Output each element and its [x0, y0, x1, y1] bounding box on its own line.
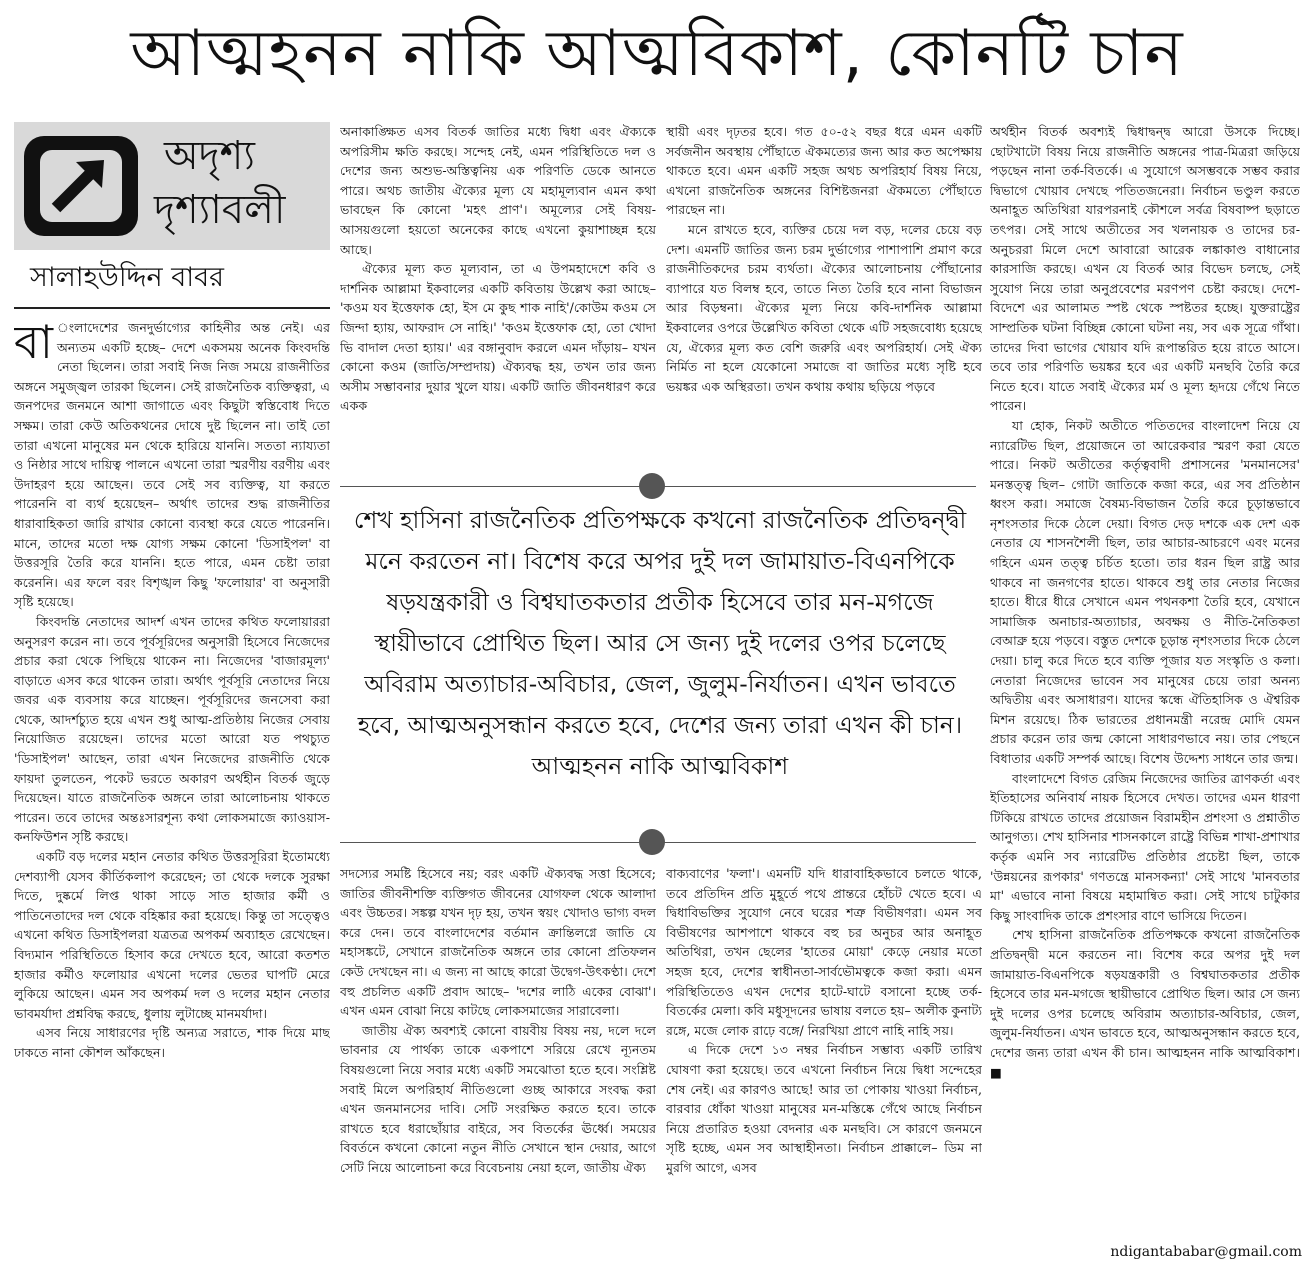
paragraph: একটি বড় দলের মহান নেতার কথিত উত্তরসূরিরা ইতোমধ্যে দেশব্যাপী যেসব কীর্তিকলাপ করেছেন; তা থেকে দলকে সুরক্ষা দিতে, দুষ্কর্মে লিপ্ত থাকা সাড়ে সাত হাজার কর্মী ও পাতিনেতাদের দল থেকে বহিষ্কার করা হয়েছে। কিন্তু তা সত্ত্বেও এখনো কথিত ডিসাইপলরা যত্রতত্র অপকর্ম অব্যাহত রেখেছেন। বিদ্যমান পরিস্থিতিতে হিসাব করে দেখতে হবে, আরো কতশত হাজার কর্মীও ফলোয়ার এখনো দলের ভেতর ঘাপটি মেরে লুকিয়ে আছেন। এমন সব অপকর্ম দল ও দলের মহান নেতার ভাবমর্যাদা প্রশ্নবিদ্ধ করছে, ধুলায় লুটাচ্ছে মানমর্যাদা।: [14, 849, 330, 1021]
pull-quote-bottom-dot: [639, 829, 665, 855]
article-column-2-top: [340, 122, 656, 466]
paragraph: ঐক্যের মূল্য কত মূল্যবান, তা এ উপমহাদেশে কবি ও দার্শনিক আল্লামা ইকবালের একটি কবিতায় উল্লেখ করা আছে– 'কওম যব ইত্তেফাক হো, ইস মে কুছ শাক নাহি'/কোউম কওম সে জিন্দা হ্যায়, আফরাদ সে নাহি।' 'কওম ইত্তেফাক হো, তো খোদা ভি বাদাল দেতা হ্যায়।' এর বঙ্গানুবাদ করলে এমন দাঁড়ায়– যখন কোনো কওম (জাতি/সম্প্রদায়) ঐক্যবদ্ধ হয়, তখন তার জন্য অসীম সম্ভাবনার দুয়ার খুলে যায়। একটি জাতি জীবনধারণ করে একক: [340, 261, 656, 414]
article-column-3-top: [666, 122, 982, 466]
author-email: ndigantababar@gmail.com: [1110, 1244, 1302, 1260]
article-column-4: [990, 122, 1300, 1238]
paragraph: কিংবদন্তি নেতাদের আদর্শ এখন তাদের কথিত ফলোয়াররা অনুসরণ করেন না। তবে পূর্বসূরিদের অনুসারী হিসেবে নিজেদের প্রচার করা থেকে পিছিয়ে থাকেন না। নিজেদের 'বাজারমূল্য' বাড়াতে এসব করে থাকেন তারা। অর্থাৎ পূর্বসূরি নেতাদের নিয়ে জবর এক ব্যবসায় করে যাচ্ছেন। পূর্বসূরিদের জনসেবা করা থেকে, আদর্শচ্যুত হয়ে এখন শুধু আত্ম-প্রতিষ্ঠায় নিজের সেবায় নিয়োজিত রয়েছেন। তাদের মতো আরো যত পথচ্যুত 'ডিসাইপল' আছেন, তারা এখন নিজেদের রাজনীতি থেকে ফায়দা তুলতেন, পকেট ভরতে অকারণ অর্থহীন বিতর্ক জুড়ে দিয়েছেন। যাতে রাজনৈতিক অঙ্গনে তারা আলোচনায় থাকতে পারেন। তবে তাদের অন্তঃসারশূন্য কথা লোকসমাজে ক্যাওয়াস-কনফিউশন সৃষ্টি করছে।: [14, 613, 330, 845]
paragraph: বাংলাদেশে বিগত রেজিম নিজেদের জাতির ত্রাণকর্তা এবং ইতিহাসের অনিবার্য নায়ক হিসেবে দেখত। তাদের এমন ধারণা টিকিয়ে রাখতে তাদের প্রয়োজন বিরামহীন প্রশংসা ও প্রশ্নাতীত আনুগত্য। শেখ হাসিনার শাসনকালে রাষ্ট্রে বিভিন্ন শাখা-প্রশাখার কর্তৃক এমনি সব ন্যারেটিভ প্রতিষ্ঠার প্রচেষ্টা ছিল, তাকে 'উন্নয়নের রূপকার' গণতন্ত্রে মানসকন্যা' সেই সাথে 'মানবতার মা' এভাবে নানা বিষয়ে মহামান্বিত করা। সেই সাথে চাটুকার কিছু সাংবাদিক তাকে প্রশংসার বাণে ভাসিয়ে দিতেন।: [990, 770, 1300, 923]
pull-quote: শেখ হাসিনা রাজনৈতিক প্রতিপক্ষকে কখনো রাজনৈতিক প্রতিদ্বন্দ্বী মনে করতেন না। বিশেষ করে অপর দুই দল জামায়াত-বিএনপিকে ষড়যন্ত্রকারী ও বিশ্বঘাতকতার প্রতীক হিসেবে তার মন-মগজে স্থায়ীভাবে প্রোথিত ছিল। আর সে জন্য দুই দলের ওপর চলেছে অবিরাম অত্যাচার-অবিচার, জেল, জুলুম-নির্যাতন। এখন ভাবতে হবে, আত্মঅনুসন্ধান করতে হবে, দেশের জন্য তারা এখন কী চান। আত্মহনন নাকি আত্মবিকাশ: [353, 506, 967, 780]
paragraph: এসব নিয়ে সাধারণের দৃষ্টি অন্যত্র সরাতে, শাক দিয়ে মাছ ঢাকতে নানা কৌশল আঁকছেন।: [14, 1025, 330, 1060]
paragraph: অনাকাঙ্ক্ষিত এসব বিতর্ক জাতির মধ্যে দ্বিধা এবং ঐক্যকে অপরিসীম ক্ষতি করছে। সন্দেহ নেই, এমন পরিস্থিতিতে দল ও দেশের জন্য অশুভ-অস্তিত্বনিয় এক পরিণতি ডেকে আনতে পারে। অথচ জাতীয় ঐক্যের মূল্য যে মহামূল্যবান এমন কথা ভাবছেন কি কোনো 'মহৎ প্রাণ'। অমূল্যের সেই বিষয়-আসয়গুলো হয়তো অনেকের কাছে এখনো কুয়াশাচ্ছন্ন হয়ে আছে।: [340, 124, 656, 257]
author-divider: [14, 307, 330, 309]
paragraph: ংলাদেশের জনদুর্ভাগ্যের কাহিনীর অন্ত নেই। এর অন্যতম একটি হচ্ছে– দেশে একসময় অনেক কিংবদন্তি নেতা ছিলেন। তারা সবাই নিজ নিজ সময়ে রাজনীতির অঙ্গনে সমুজ্জ্বল তারকা ছিলেন। সেই রাজনৈতিক ব্যক্তিত্বরা, এ জনপদের জনমনে আশা জাগাতে এবং কিছুটা স্বস্তিবোধ দিতে সক্ষম। তারা কেউ অতিকথনের দোষে দুষ্ট ছিলেন না। তাই তো তারা এখনো মানুষের মন থেকে হারিয়ে যাননি। সততা ন্যায্যতা ও নিষ্ঠার সাথে দায়িত্ব পালনে এখনো তারা স্মরণীয় বরণীয় এবং উদাহরণ হয়ে আছেন। তবে সেই সব ব্যক্তিত্ব, যা করতে পারেননি বা ব্যর্থ হয়েছেন– অর্থাৎ তাদের শুদ্ধ রাজনীতির ধারাবাহিকতা জারি রাখার কোনো ব্যবস্থা করে যেতে পারেননি। মানে, তাদের মতো দক্ষ যোগ্য সক্ষম কোনো 'ডিসাইপল' বা উত্তরসূরি তৈরি করে যাননি। হতে পারে, এমন চেষ্টা তারা করেননি। এর ফলে বরং বিশৃঙ্খল কিছু 'ফলোয়ার' বা অনুসারী সৃষ্টি হয়েছে।: [14, 320, 330, 610]
paragraph: জাতীয় ঐক্য অবশ্যই কোনো বায়বীয় বিষয় নয়, দলে দলে ভাবনার যে পার্থক্য তাকে একপাশে সরিয়ে রেখে ন্যূনতম বিষয়গুলো নিয়ে সবার মধ্যে একটি সমঝোতা হতে হবে। সংশ্লিষ্ট সবাই মিলে অপরিহার্য নীতিগুলো গুচ্ছ আকারে সংবদ্ধ করা এখন জনমানসের দাবি। সেটি সংরক্ষিত করতে হবে। তাকে রাখতে হবে ধরাছোঁয়ার বাইরে, সব বিতর্কের ঊর্ধ্বে। সময়ের বিবর্তনে কখনো কোনো নতুন নীতি সেখানে স্থান দেয়ার, আগে সেটি নিয়ে আলোচনা করে বিবেচনায় নেয়া হলে, জাতীয় ঐক্য: [340, 1022, 656, 1175]
column-logo: [14, 122, 330, 250]
paragraph: বাক্যবাণের 'ফলা'। এমনটি যদি ধারাবাহিকভাবে চলতে থাকে, তবে প্রতিদিন প্রতি মুহূর্তে পথে প্রান্তরে হোঁচট খেতে হবে। এ দ্বিধাবিভক্তির সুযোগ নেবে ঘরের শত্রু বিভীষণরা। এমন সব বিভীষণের আশপাশে থাকবে বহু চর অনুচর আর অনাহূত অতিথিরা, তখন ছেলের 'হাতের মোয়া' কেড়ে নেয়ার মতো সহজ হবে, দেশের স্বাধীনতা-সার্বভৌমত্বকে কজা করা। এমন পরিস্থিতিতেও এখন দেশের হাটে-ঘাটে বসানো হচ্ছে তর্ক-বিতর্কের মেলা। কবি মধুসূদনের ভাষায় বলতে হয়– অলীক কুনাট্য রঙ্গে, মজে লোক রাঢ়ে বঙ্গে/ নিরখিয়া প্রাণে নাহি নাহি সয়।: [666, 866, 982, 1038]
paragraph: শেখ হাসিনা রাজনৈতিক প্রতিপক্ষকে কখনো রাজনৈতিক প্রতিদ্বন্দ্বী মনে করতেন না। বিশেষ করে অপর দুই দল জামায়াত-বিএনপিকে ষড়যন্ত্রকারী ও বিশ্বঘাতকতার প্রতীক হিসেবে তার মন-মগজে স্থায়ীভাবে প্রোথিত ছিল। আর সে জন্য দুই দলের ওপর চলেছে অবিরাম অত্যাচার-অবিচার, জেল, জুলুম-নির্যাতন। এখন ভাবতে হবে, আত্মঅনুসন্ধান করতে হবে, দেশের জন্য তারা এখন কী চান। আত্মহনন নাকি আত্মবিকাশ। ■: [990, 927, 1300, 1080]
paragraph: মনে রাখতে হবে, ব্যক্তির চেয়ে দল বড়, দলের চেয়ে বড় দেশ। এমনটি জাতির জন্য চরম দুর্ভাগ্যের পাশাপাশি প্রমাণ করে রাজনীতিকদের চরম ব্যর্থতা। ঐক্যের আলোচনায় পৌঁছানোর ব্যাপারে যত বিলম্ব হবে, তাতে নিত্য তৈরি হবে নানা বিভাজন আর বিড়ম্বনা। ঐক্যের মূল্য নিয়ে কবি-দার্শনিক আল্লামা ইকবালের ওপরে উল্লেখিত কবিতা থেকে এটি সহজবোধ্য হয়েছে যে, ঐক্যের মূল্য কত বেশি জরুরি এবং অপরিহার্য। সেই ঐক্য নির্মিত না হলে যেকোনো সমাজে বা জাতির মধ্যে সৃষ্টি হবে ভয়ঙ্কর এক অস্থিরতা। তখন কথায় কথায় ছড়িয়ে পড়বে: [666, 221, 982, 394]
arrow-logo-icon: [20, 132, 142, 240]
article-column-3-bottom: [666, 864, 982, 1256]
paragraph: যা হোক, নিকট অতীতে পতিতদের বাংলাদেশ নিয়ে যে ন্যারেটিভ ছিল, প্রয়োজনে তা আরেকবার স্মরণ করা যেতে পারে। নিকট অতীতের কর্তৃত্ববাদী প্রশাসনের 'মনমানসের' মনস্তত্ত্ব ছিল– গোটা জাতিকে কজা করে, এর সব প্রতিষ্ঠান ধ্বংস করা। সমাজে বৈষম্য-বিভাজন তৈরি করে চূড়ান্তভাবে নৃশংসতার দিকে ঠেলে দেয়া। বিগত দেড় দশকে এক দেশ এক নেতার যে শাসনশৈলী ছিল, তার আচার-আচরণে এবং মনের গহিনে এমন তত্ত্ব চর্চিত হতো। তার ধরন ছিল রাষ্ট্র আর থাকবে না জনগণের হাতে। থাকবে শুধু তার নেতার নিজের হাতে। ধীরে ধীরে সেখানে এমন পথনকশা তৈরি হবে, যেখানে সামাজিক অনাচার-অত্যাচার, অবক্ষয় ও নীতি-নৈতিকতা বেআব্রু হয়ে পড়বে। বস্তুত দেশকে চূড়ান্ত নৃশংসতার দিকে ঠেলে দেয়া। চালু করে দিতে হবে ব্যক্তি পূজার যত সংস্কৃতি ও কলা। নেতারা নিজেদের ভাবেন সব মানুষের চেয়ে তারা অনন্য অদ্বিতীয় এবং অসাধারণ। যাদের স্কন্ধে ঐতিহাসিক ও ঐশ্বরিক মিশন রয়েছে। ঠিক ভারতের প্রধানমন্ত্রী নরেন্দ্র মোদি যেমন প্রচার করেন তার জন্ম কোনো সাধারণভাবে নয়। তার পেছনে বিধাতার একটি সম্পর্ক আছে। বিশেষ উদ্দেশ্য সাধনে তার জন্ম।: [990, 417, 1300, 766]
paragraph: অর্থহীন বিতর্ক অবশ্যই দ্বিধাদ্বন্দ্ব আরো উসকে দিচ্ছে। ছোটখাটো বিষয় নিয়ে রাজনীতি অঙ্গনের পাত্র-মিত্ররা জড়িয়ে পড়ছেন নানা তর্ক-বিতর্কে। এ সুযোগে অসম্ভবকে সম্ভব করার দ্বিভাগে খোয়াব দেখছে পতিতজনেরা। নির্বাচন ভণ্ডুল করতে অনাহূত অতিথিরা যারপরনাই কৌশলে সর্বত্র বিষবাষ্প ছড়াতে তৎপর। সেই সাথে অতীতের সব খলনায়ক ও তাদের চর-অনুচররা মিলে দেশে আবারো আরেক লঙ্কাকাণ্ড বাধানোর কারসাজি করছে। এখন যে বিতর্ক আর বিভেদ চলছে, সেই সুযোগ নিয়ে তারা অনুপ্রবেশের মরণপণ চেষ্টা করছে। দেশে-বিদেশে এর আলামত স্পষ্ট থেকে স্পষ্টতর হচ্ছে। যুক্তরাষ্ট্রের সাম্প্রতিক ঘটনা বিচ্ছিন্ন কোনো ঘটনা নয়, সব এক সূত্রে গাঁথা। তাদের দিবা ভাগের খোয়াব যদি রূপান্তরিত হয়ে রাতে আসে। তবে তার পরিণতি ভয়ঙ্কর হবে এর একটি মনছবি তৈরি করে নিতে হবে। যাতে সবাই ঐক্যের মর্ম ও মূল্য হৃদয়ে গেঁথে নিতে পারেন।: [990, 124, 1300, 414]
author-name: সালাহউদ্দিন বাবর: [30, 262, 224, 293]
article-column-1: [14, 318, 330, 1248]
logo-word-1: অদৃশ্য: [164, 133, 255, 179]
drop-cap: বা: [14, 318, 53, 369]
paragraph: এ দিকে দেশে ১৩ নম্বর নির্বাচন সম্ভাব্য একটি তারিখ ঘোষণা করা হয়েছে। তবে এখনো নির্বাচন নিয়ে দ্বিধা সন্দেহের শেষ নেই। এর কারণও আছে! আর তা পোকায় খাওয়া নির্বাচন, বারবার ধোঁকা খাওয়া মানুষের মন-মস্তিষ্কে গেঁথে আছে নির্বাচন নিয়ে প্রতারিত হওয়া বেদনার এক মনছবি। সে কারণে জনমনে সৃষ্টি হচ্ছে, এমন সব আস্থাহীনতা। নির্বাচন প্রাক্কালে– ডিম না মুরগি আগে, এসব: [666, 1042, 982, 1175]
article-column-2-bottom: [340, 864, 656, 1256]
paragraph: সদস্যের সমষ্টি হিসেবে নয়; বরং একটি ঐক্যবদ্ধ সত্তা হিসেবে; জাতির জীবনীশক্তি ব্যক্তিগত জীবনের যোগফল থেকে আলাদা এবং উচ্চতর। সঙ্কল্প যখন দৃঢ় হয়, তখন স্বয়ং খোদাও ভাগ্য বদল করে দেন। তবে বাংলাদেশের বর্তমান ক্রান্তিলগ্নে জাতি যে মহাসঙ্কটে, সেখানে রাজনৈতিক অঙ্গনে তার কোনো প্রতিফলন কেউ দেখছেন না। এ জন্য না আছে কারো উদ্বেগ-উৎকণ্ঠা। দেশে বহু প্রচলিত একটি প্রবাদ আছে– 'দশের লাঠি একের বোঝা'। এখন এমন বোঝা নিয়ে কাটছে লোকসমাজের সারাবেলা।: [340, 866, 656, 1019]
logo-word-2: দৃশ্যাবলী: [154, 187, 286, 233]
paragraph: স্থায়ী এবং দৃঢ়তর হবে। গত ৫০-৫২ বছর ধরে এমন একটি সর্বজনীন অবস্থায় পৌঁছাতে ঐকমত্যের জন্য আর কত অপেক্ষায় থাকতে হবে। এমন একটি সহজ অথচ অপরিহার্য বিষয় নিয়ে, এখনো রাজনৈতিক অঙ্গনের বিশিষ্টজনরা ঐকমত্যে পৌঁছাতে পারছেন না।: [666, 124, 982, 218]
pull-quote-top-dot: [639, 473, 665, 499]
headline: আত্মহনন নাকি আত্মবিকাশ, কোনটি চান: [130, 17, 1184, 91]
